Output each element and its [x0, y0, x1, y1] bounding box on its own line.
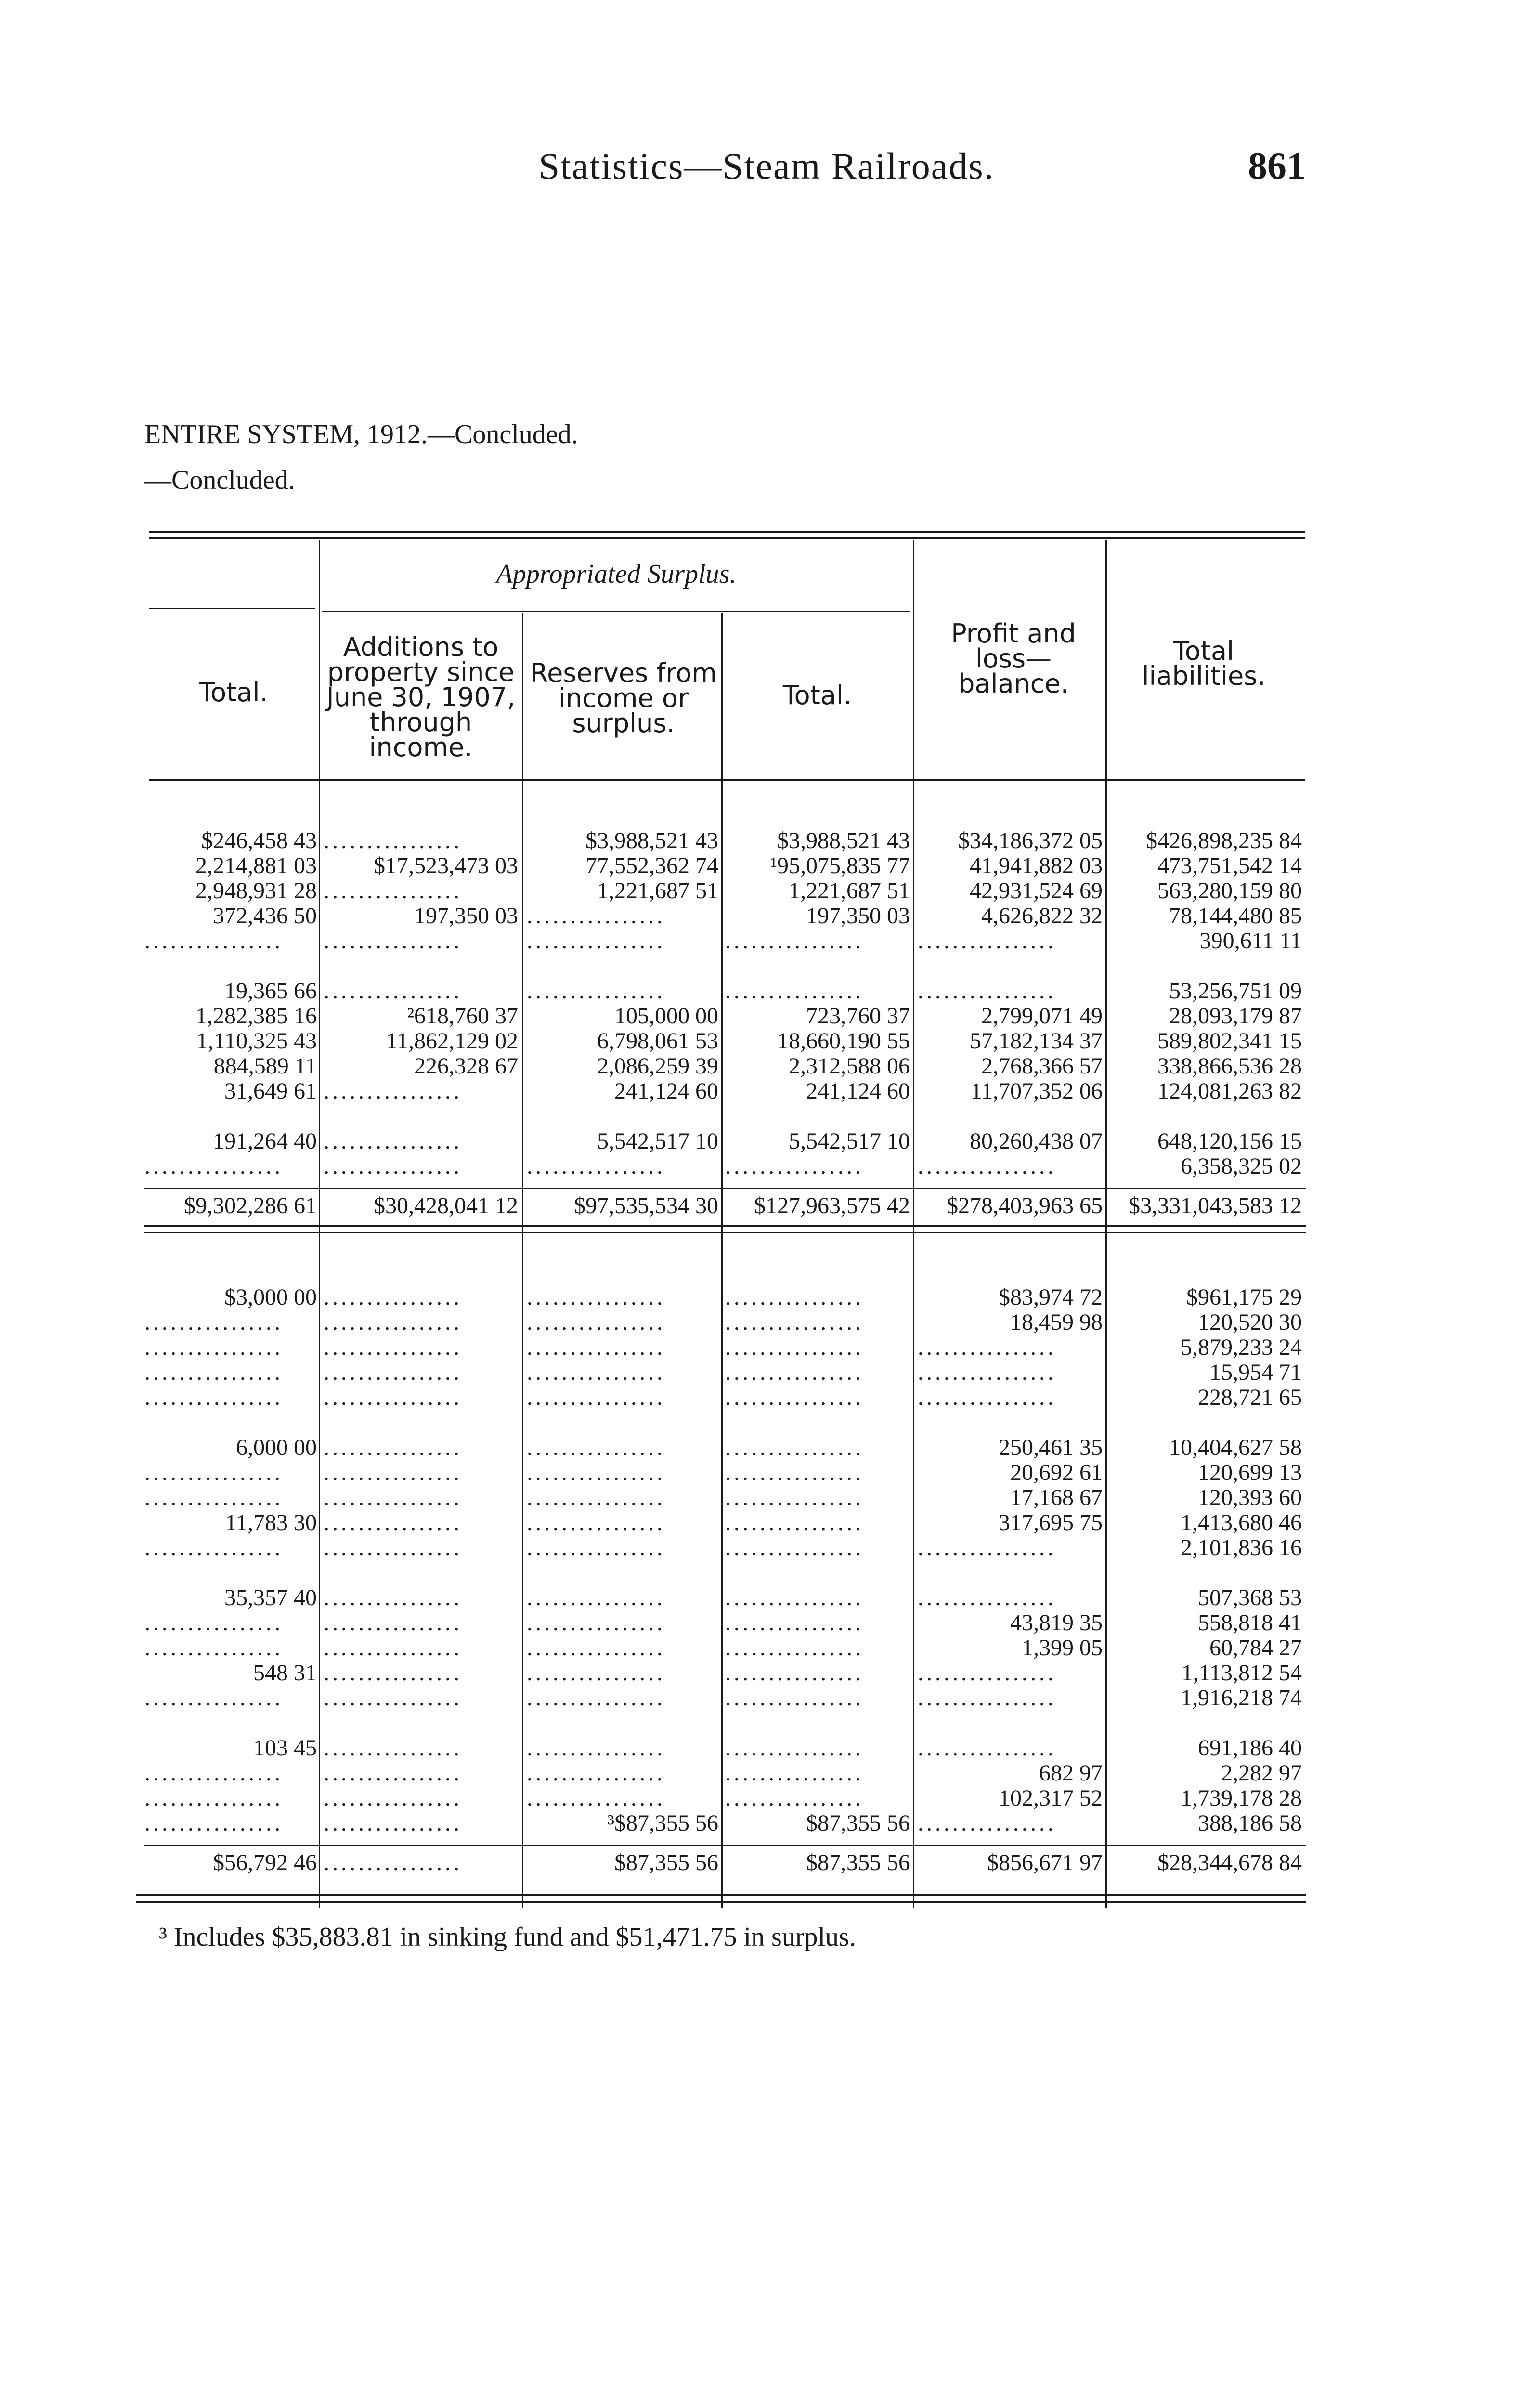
- table-cell: ................: [918, 1154, 1056, 1179]
- col-head-approp-total: Total.: [782, 680, 852, 710]
- table-cell: $961,175 29: [1186, 1285, 1302, 1310]
- table-cell: $97,535,534 30: [574, 1193, 718, 1218]
- table-cell: 473,751,542 14: [1157, 853, 1302, 878]
- table-row: [0, 1360, 1533, 1385]
- table-cell: ................: [527, 1385, 665, 1410]
- table-cell: ................: [725, 979, 864, 1004]
- table-cell: 226,328 67: [414, 1054, 518, 1079]
- table-cell: $278,403,963 65: [947, 1193, 1103, 1218]
- table-cell: $3,988,521 43: [585, 828, 718, 853]
- table-cell: 2,282 97: [1221, 1761, 1302, 1786]
- table-cell: 1,916,218 74: [1181, 1686, 1302, 1711]
- table-cell: ................: [324, 1786, 462, 1811]
- table-cell: [324, 1104, 518, 1129]
- table-cell: ................: [324, 1310, 462, 1335]
- table-cell: 317,695 75: [999, 1510, 1103, 1535]
- table-cell: 5,542,517 10: [789, 1129, 910, 1154]
- table-cell: [918, 1711, 1103, 1736]
- table-cell: [725, 1410, 910, 1435]
- table-cell: ................: [527, 1510, 665, 1535]
- table-row: [0, 1335, 1533, 1360]
- table-cell: ................: [918, 1535, 1056, 1560]
- table-row: [0, 1510, 1533, 1535]
- table-cell: ................: [918, 1335, 1056, 1360]
- table-cell: 103 45: [253, 1736, 317, 1761]
- table-cell: $87,355 56: [806, 1850, 910, 1875]
- table-cell: ................: [144, 1610, 283, 1636]
- table-cell: 390,611 11: [1199, 929, 1302, 954]
- table-cell: ................: [725, 1335, 864, 1360]
- table-cell: ................: [725, 1485, 864, 1510]
- table-cell: 102,317 52: [999, 1786, 1103, 1811]
- table-cell: 6,798,061 53: [597, 1029, 718, 1054]
- table-cell: ²618,760 37: [407, 1004, 518, 1029]
- table-cell: 228,721 65: [1198, 1385, 1302, 1410]
- table-cell: ................: [324, 929, 462, 954]
- table-cell: ................: [527, 1285, 665, 1310]
- table-cell: 18,459 98: [1010, 1310, 1103, 1335]
- table-bottom-rule: [136, 1894, 1306, 1896]
- table-cell: 11,862,129 02: [386, 1029, 518, 1054]
- table-cell: ................: [527, 929, 665, 954]
- table-cell: [144, 1560, 317, 1585]
- table-cell: ................: [144, 1636, 283, 1661]
- table-cell: ................: [918, 1360, 1056, 1385]
- table-cell: 1,221,687 51: [789, 878, 910, 903]
- table-cell: ................: [324, 1535, 462, 1560]
- table-cell: 241,124 60: [806, 1079, 910, 1104]
- table-row: [0, 878, 1533, 903]
- table-cell: ................: [324, 878, 462, 903]
- table-cell: ................: [324, 1510, 462, 1535]
- table-cell: ................: [527, 1460, 665, 1485]
- table-cell: ¹95,075,835 77: [770, 853, 910, 878]
- table-cell: [324, 1711, 518, 1736]
- total1-top-rule: [144, 1188, 1306, 1189]
- table-cell: $3,988,521 43: [777, 828, 910, 853]
- table-cell: ................: [527, 1636, 665, 1661]
- appropriated-surplus-heading: Appropriated Surplus.: [496, 559, 737, 589]
- table-cell: 548 31: [253, 1661, 317, 1686]
- col-head-total-liabilities: Total liabilities.: [1142, 636, 1266, 691]
- table-cell: ................: [527, 1761, 665, 1786]
- table-cell: ................: [324, 1079, 462, 1104]
- table-cell: ................: [144, 929, 283, 954]
- table-cell: [527, 954, 718, 979]
- table-cell: ................: [144, 1535, 283, 1560]
- table-cell: [144, 1711, 317, 1736]
- table-cell: $34,186,372 05: [958, 828, 1103, 853]
- table-cell: ³$87,355 56: [607, 1811, 718, 1836]
- table-cell: 2,799,071 49: [981, 1004, 1103, 1029]
- table-cell: 35,357 40: [224, 1585, 317, 1610]
- table-cell: [144, 954, 317, 979]
- table-row: [0, 1485, 1533, 1510]
- table-cell: ................: [324, 1285, 462, 1310]
- table-row: [0, 1285, 1533, 1310]
- col-head-profit-loss: Profit and loss—balance.: [951, 618, 1076, 699]
- table-cell: 120,520 30: [1198, 1310, 1302, 1335]
- table-cell: 2,214,881 03: [195, 853, 317, 878]
- table-cell: 2,948,931 28: [195, 878, 317, 903]
- table-cell: ................: [324, 1154, 462, 1179]
- table-cell: [918, 1410, 1103, 1435]
- table-cell: ................: [918, 979, 1056, 1004]
- table-cell: [144, 1410, 317, 1435]
- table-cell: 388,186 58: [1198, 1811, 1302, 1836]
- table-cell: 15,954 71: [1209, 1360, 1302, 1385]
- table-cell: 648,120,156 15: [1157, 1129, 1302, 1154]
- table-row: [0, 1054, 1533, 1079]
- table-cell: ................: [324, 1636, 462, 1661]
- table-cell: 2,768,366 57: [981, 1054, 1103, 1079]
- table-cell: ................: [918, 1585, 1056, 1610]
- table-cell: ................: [144, 1385, 283, 1410]
- table-row: [0, 1460, 1533, 1485]
- table-cell: ................: [324, 1460, 462, 1485]
- table-cell: 17,168 67: [1010, 1485, 1103, 1510]
- table-cell: [144, 1104, 317, 1129]
- table-cell: $856,671 97: [987, 1850, 1103, 1875]
- table-cell: $30,428,041 12: [374, 1193, 518, 1218]
- table-cell: $28,344,678 84: [1157, 1850, 1302, 1875]
- table-cell: ................: [725, 1585, 864, 1610]
- table-cell: [918, 954, 1103, 979]
- table-cell: 197,350 03: [806, 903, 910, 929]
- table-cell: ................: [918, 1686, 1056, 1711]
- table-cell: 80,260,438 07: [970, 1129, 1103, 1154]
- table-cell: 11,707,352 06: [970, 1079, 1103, 1104]
- table-cell: 682 97: [1039, 1761, 1103, 1786]
- table-cell: 1,399 05: [1022, 1636, 1103, 1661]
- table-cell: ................: [725, 1385, 864, 1410]
- table-cell: [527, 1104, 718, 1129]
- table-cell: ................: [324, 1850, 462, 1875]
- table-cell: [1110, 954, 1302, 979]
- table-cell: 338,866,536 28: [1157, 1054, 1302, 1079]
- table-cell: $83,974 72: [999, 1285, 1103, 1310]
- table-cell: ................: [527, 1736, 665, 1761]
- table-cell: 197,350 03: [414, 903, 518, 929]
- table-cell: 1,113,812 54: [1181, 1661, 1302, 1686]
- table-cell: 2,086,259 39: [597, 1054, 718, 1079]
- table-cell: ................: [725, 1460, 864, 1485]
- table-top-rule: [149, 531, 1305, 533]
- table-cell: ................: [725, 1435, 864, 1460]
- table-cell: ................: [324, 1360, 462, 1385]
- total1-bottom-rule: [144, 1225, 1306, 1227]
- table-cell: ................: [527, 1310, 665, 1335]
- table-row: [0, 853, 1533, 878]
- table-cell: 28,093,179 87: [1169, 1004, 1302, 1029]
- table-row: [0, 1129, 1533, 1154]
- table-cell: ................: [527, 1661, 665, 1686]
- table-row: [0, 903, 1533, 929]
- table-cell: ................: [527, 1585, 665, 1610]
- table-cell: ................: [725, 1761, 864, 1786]
- table-cell: ................: [324, 1736, 462, 1761]
- table-cell: 53,256,751 09: [1169, 979, 1302, 1004]
- table-row: [0, 1636, 1533, 1661]
- table-row: [0, 1711, 1533, 1736]
- table-cell: ................: [725, 1736, 864, 1761]
- table-cell: ................: [324, 1435, 462, 1460]
- table-cell: 2,101,836 16: [1181, 1535, 1302, 1560]
- table-cell: ................: [144, 1786, 283, 1811]
- table-row: [0, 1310, 1533, 1335]
- table-cell: ................: [918, 1811, 1056, 1836]
- table-cell: 20,692 61: [1010, 1460, 1103, 1485]
- table-cell: ................: [725, 1154, 864, 1179]
- table-cell: ................: [918, 1661, 1056, 1686]
- table-cell: ................: [144, 1154, 283, 1179]
- table-cell: ................: [324, 1761, 462, 1786]
- table-row: [0, 828, 1533, 853]
- table-cell: ................: [527, 1154, 665, 1179]
- table-cell: 57,182,134 37: [970, 1029, 1103, 1054]
- table-cell: ................: [725, 1360, 864, 1385]
- table-cell: 250,461 35: [999, 1435, 1103, 1460]
- left-header-rule: [149, 608, 315, 609]
- table-cell: 6,358,325 02: [1181, 1154, 1302, 1179]
- table-row: [0, 1029, 1533, 1054]
- table-cell: ................: [918, 1736, 1056, 1761]
- table-cell: ................: [527, 1686, 665, 1711]
- table-cell: $3,331,043,583 12: [1129, 1193, 1302, 1218]
- table-cell: 589,802,341 15: [1157, 1029, 1302, 1054]
- table-cell: $17,523,473 03: [374, 853, 518, 878]
- table-cell: 10,404,627 58: [1169, 1435, 1302, 1460]
- table-row: [0, 1435, 1533, 1460]
- col-head-additions: Additions to property since June 30, 1907, through income.: [326, 632, 516, 762]
- table-top-rule-inner: [149, 537, 1305, 539]
- table-row: [0, 929, 1533, 954]
- table-cell: [725, 1104, 910, 1129]
- table-bottom-rule-inner: [136, 1901, 1306, 1903]
- table-cell: 4,626,822 32: [981, 903, 1103, 929]
- table-cell: ................: [324, 1385, 462, 1410]
- table-cell: ................: [725, 1786, 864, 1811]
- table-cell: ................: [144, 1460, 283, 1485]
- table-row: [0, 1661, 1533, 1686]
- table-cell: 31,649 61: [224, 1079, 317, 1104]
- table-cell: [918, 1104, 1103, 1129]
- table-row: [0, 1079, 1533, 1104]
- table-cell: [527, 1560, 718, 1585]
- table-cell: ................: [725, 929, 864, 954]
- table-cell: 1,110,325 43: [196, 1029, 317, 1054]
- table-cell: [725, 1560, 910, 1585]
- table-cell: ................: [324, 979, 462, 1004]
- table-cell: 124,081,263 82: [1157, 1079, 1302, 1104]
- table-cell: ................: [725, 1610, 864, 1636]
- table-row: [0, 1560, 1533, 1585]
- table-cell: 1,282,385 16: [195, 1004, 317, 1029]
- table-cell: 43,819 35: [1010, 1610, 1103, 1636]
- table-row: [0, 1761, 1533, 1786]
- table-cell: [1110, 1560, 1302, 1585]
- table-cell: ................: [144, 1811, 283, 1836]
- table-cell: $9,302,286 61: [184, 1193, 317, 1218]
- table-cell: 241,124 60: [614, 1079, 718, 1104]
- col-head-reserves: Reserves from income or surplus.: [530, 658, 717, 738]
- total-row: [0, 1193, 1533, 1218]
- table-cell: 19,365 66: [224, 979, 317, 1004]
- table-cell: ................: [324, 1485, 462, 1510]
- table-cell: 18,660,190 55: [777, 1029, 910, 1054]
- table-cell: [725, 1711, 910, 1736]
- table-cell: ................: [725, 1285, 864, 1310]
- approp-group-rule: [322, 611, 910, 612]
- table-cell: [324, 1560, 518, 1585]
- table-cell: ................: [725, 1310, 864, 1335]
- table-cell: 563,280,159 80: [1157, 878, 1302, 903]
- table-cell: 60,784 27: [1209, 1636, 1302, 1661]
- table-cell: [324, 1410, 518, 1435]
- table-cell: 884,589 11: [213, 1054, 317, 1079]
- table-cell: ................: [527, 1485, 665, 1510]
- table-cell: ................: [324, 1811, 462, 1836]
- table-cell: ................: [725, 1636, 864, 1661]
- total-row: [0, 1850, 1533, 1875]
- table-cell: ................: [324, 1585, 462, 1610]
- table-row: [0, 1154, 1533, 1179]
- table-cell: ................: [527, 979, 665, 1004]
- table-row: [0, 1686, 1533, 1711]
- table-cell: ................: [725, 1510, 864, 1535]
- table-cell: ................: [324, 828, 462, 853]
- table-cell: 11,783 30: [225, 1510, 317, 1535]
- table-cell: ................: [324, 1610, 462, 1636]
- table-row: [0, 1736, 1533, 1761]
- table-cell: ................: [527, 1435, 665, 1460]
- table-row: [0, 1585, 1533, 1610]
- total2-top-rule: [144, 1845, 1306, 1846]
- table-cell: ................: [527, 903, 665, 929]
- running-head: Statistics—Steam Railroads.: [538, 145, 995, 187]
- table-cell: ................: [725, 1661, 864, 1686]
- table-cell: ................: [527, 1335, 665, 1360]
- table-cell: 558,818 41: [1198, 1610, 1302, 1636]
- table-cell: ................: [527, 1610, 665, 1636]
- table-cell: [1110, 1711, 1302, 1736]
- table-row: [0, 1786, 1533, 1811]
- table-cell: 372,436 50: [213, 903, 317, 929]
- table-cell: 42,931,524 69: [970, 878, 1103, 903]
- table-cell: ................: [527, 1360, 665, 1385]
- footnote: ³ Includes $35,883.81 in sinking fund and $51,471.75 in surplus.: [159, 1922, 856, 1952]
- table-cell: ................: [324, 1661, 462, 1686]
- page-number: 861: [1248, 145, 1306, 187]
- header-bottom-rule: [149, 779, 1305, 781]
- table-cell: $246,458 43: [201, 828, 317, 853]
- table-cell: 507,368 53: [1198, 1585, 1302, 1610]
- table-row: [0, 1385, 1533, 1410]
- table-cell: [1110, 1410, 1302, 1435]
- table-cell: $426,898,235 84: [1146, 828, 1302, 853]
- table-cell: $56,792 46: [213, 1850, 317, 1875]
- table-cell: 5,542,517 10: [597, 1129, 718, 1154]
- table-row: [0, 1610, 1533, 1636]
- table-cell: 191,264 40: [213, 1129, 317, 1154]
- table-row: [0, 1104, 1533, 1129]
- table-cell: [1110, 1104, 1302, 1129]
- table-cell: ................: [527, 1786, 665, 1811]
- table-cell: ................: [144, 1761, 283, 1786]
- table-cell: $3,000 00: [224, 1285, 317, 1310]
- table-cell: 120,699 13: [1198, 1460, 1302, 1485]
- section-subtitle: —Concluded.: [144, 465, 295, 495]
- table-cell: 78,144,480 85: [1169, 903, 1302, 929]
- table-cell: [527, 1711, 718, 1736]
- col-head-total: Total.: [199, 677, 268, 707]
- table-cell: [324, 954, 518, 979]
- table-cell: [527, 1410, 718, 1435]
- table-cell: [725, 954, 910, 979]
- table-cell: $87,355 56: [614, 1850, 718, 1875]
- total1-bottom-rule-inner: [144, 1232, 1306, 1233]
- table-cell: ................: [144, 1485, 283, 1510]
- table-cell: 1,739,178 28: [1181, 1786, 1302, 1811]
- table-row: [0, 1535, 1533, 1560]
- table-row: [0, 1004, 1533, 1029]
- table-cell: 6,000 00: [236, 1435, 317, 1460]
- table-row: [0, 954, 1533, 979]
- table-cell: $127,963,575 42: [754, 1193, 910, 1218]
- table-cell: ................: [144, 1360, 283, 1385]
- table-cell: 41,941,882 03: [970, 853, 1103, 878]
- table-row: [0, 979, 1533, 1004]
- table-cell: [918, 1560, 1103, 1585]
- table-cell: 77,552,362 74: [585, 853, 718, 878]
- table-cell: 723,760 37: [806, 1004, 910, 1029]
- table-cell: ................: [725, 1686, 864, 1711]
- table-cell: ................: [324, 1129, 462, 1154]
- section-title: ENTIRE SYSTEM, 1912.—Concluded.: [144, 419, 578, 449]
- table-cell: ................: [144, 1310, 283, 1335]
- table-cell: ................: [527, 1535, 665, 1560]
- table-cell: 1,413,680 46: [1181, 1510, 1302, 1535]
- table-cell: 105,000 00: [614, 1004, 718, 1029]
- table-cell: 120,393 60: [1198, 1485, 1302, 1510]
- table-cell: $87,355 56: [806, 1811, 910, 1836]
- table-cell: ................: [918, 929, 1056, 954]
- table-cell: ................: [725, 1535, 864, 1560]
- table-cell: ................: [144, 1335, 283, 1360]
- table-cell: ................: [144, 1686, 283, 1711]
- table-cell: 5,879,233 24: [1181, 1335, 1302, 1360]
- table-row: [0, 1811, 1533, 1836]
- table-cell: ................: [324, 1335, 462, 1360]
- table-row: [0, 1410, 1533, 1435]
- table-cell: ................: [324, 1686, 462, 1711]
- table-cell: 2,312,588 06: [789, 1054, 910, 1079]
- table-cell: 691,186 40: [1198, 1736, 1302, 1761]
- table-cell: 1,221,687 51: [597, 878, 718, 903]
- table-cell: ................: [918, 1385, 1056, 1410]
